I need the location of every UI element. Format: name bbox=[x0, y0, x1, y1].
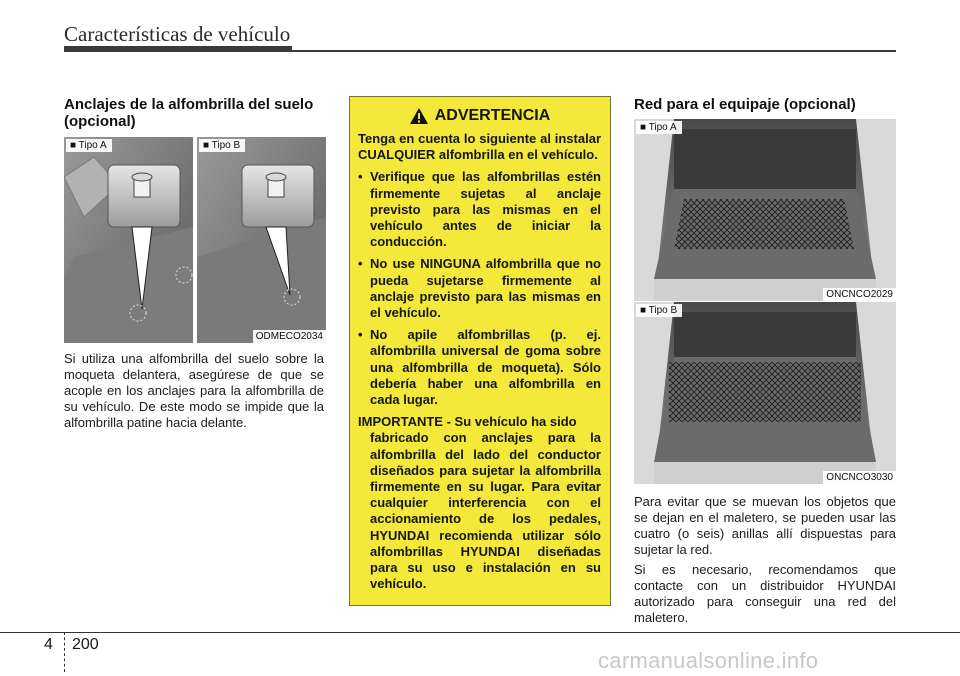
warning-triangle-icon bbox=[409, 107, 429, 125]
warning-item bbox=[358, 169, 601, 250]
warning-item-text: No use NINGUNA alfombrilla que no pueda sujetarse firmemente al anclaje previsto para las mismas en el vehículo. bbox=[370, 256, 601, 321]
image-label-type-b: ■ Tipo B bbox=[199, 139, 245, 152]
image-code: ODMECO2034 bbox=[253, 330, 326, 343]
image-code: ONCNCO2029 bbox=[823, 288, 896, 301]
warning-item bbox=[358, 256, 601, 321]
warning-title: ADVERTENCIA bbox=[434, 106, 551, 124]
floor-mat-anchor-body: Si utiliza una alfombrilla del suelo sobre la moqueta delantera, asegúrese de que se acople en los anclajes para la alfombrilla de su vehículo. De este modo se impide que la alfombrilla patine hacia delante. bbox=[64, 351, 324, 430]
warning-title-row bbox=[358, 107, 601, 125]
footer-rule bbox=[0, 632, 960, 633]
watermark: carmanualsonline.info bbox=[598, 648, 819, 673]
image-code: ONCNCO3030 bbox=[823, 471, 896, 484]
bullet-glyph: • bbox=[358, 169, 363, 185]
warning-item bbox=[358, 327, 601, 408]
page-header-title: Características de vehículo bbox=[64, 22, 291, 46]
warning-important-rest: fabricado con anclajes para la alfombrilla del lado del conductor diseñados para sujetar la alfombrilla firmemente en su lugar. Para evitar cualquier interferencia con el accionamiento de los pedales, HYUNDAI recomienda utilizar sólo alfombrillas HYUNDAI diseñadas para su uso e instalación en su vehículo. bbox=[370, 430, 601, 592]
image-label-type-a: ■ Tipo A bbox=[66, 139, 112, 152]
warning-important bbox=[358, 414, 601, 592]
floor-mat-anchor-illustration bbox=[64, 137, 326, 343]
cargo-net-photo-a bbox=[634, 119, 896, 301]
cargo-net-body-1: Para evitar que se muevan los objetos que se dejan en el maletero, se pueden usar las cuatro (o seis) anillas allí dispuestas para sujetar la red. bbox=[634, 494, 896, 557]
warning-item-text: No apile alfombrillas (p. ej. alfombrilla universal de goma sobre una alfombrilla de moqueta). Sólo debería haber una alfombrilla en cada lugar. bbox=[370, 327, 601, 408]
cargo-net-heading: Red para el equipaje (opcional) bbox=[634, 96, 856, 113]
cargo-net-image-b bbox=[634, 302, 896, 484]
footer-page-number: 200 bbox=[72, 636, 99, 653]
bullet-glyph: • bbox=[358, 327, 363, 343]
header-rule-thin bbox=[292, 50, 896, 52]
image-label-type-a: ■ Tipo A bbox=[636, 121, 682, 134]
footer-divider bbox=[64, 632, 66, 672]
cargo-net-image-a bbox=[634, 119, 896, 301]
warning-intro: Tenga en cuenta lo siguiente al instalar CUALQUIER alfombrilla en el vehículo. bbox=[358, 131, 601, 163]
warning-item-text: Verifique que las alfombrillas estén firmemente sujetas al anclaje previsto para las mismas en el vehículo antes de iniciar la conducción. bbox=[370, 169, 601, 250]
floor-mat-anchor-image bbox=[64, 137, 326, 343]
warning-important-head: IMPORTANTE - Su vehículo ha sido bbox=[358, 414, 577, 430]
warning-box bbox=[349, 96, 611, 606]
floor-mat-anchor-heading: Anclajes de la alfombrilla del suelo (opcional) bbox=[64, 96, 314, 130]
bullet-glyph: • bbox=[358, 256, 363, 272]
image-label-type-b: ■ Tipo B bbox=[636, 304, 682, 317]
cargo-net-photo-b bbox=[634, 302, 896, 484]
cargo-net-body-2: Si es necesario, recomendamos que contacte con un distribuidor HYUNDAI autorizado para conseguir una red del maletero. bbox=[634, 562, 896, 625]
footer-chapter-number: 4 bbox=[44, 636, 53, 653]
header-rule-thick bbox=[64, 46, 292, 52]
